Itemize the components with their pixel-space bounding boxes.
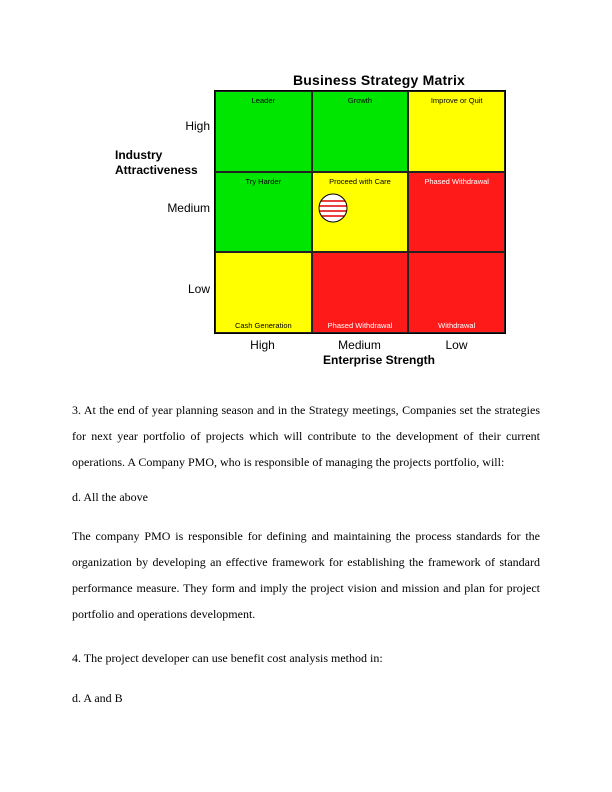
matrix-title: Business Strategy Matrix	[292, 72, 466, 88]
cell-phased-withdrawal-medium	[408, 172, 505, 253]
cell-leader	[215, 91, 312, 172]
row-label-medium: Medium	[167, 201, 210, 215]
striped-circle-icon	[318, 193, 348, 223]
explanation-3: The company PMO is responsible for defining and maintaining the process standards for the organization by developing an effective framework for establishing the framework of standard performance measure. They form and imply the project vision and mission and plan for project portfolio and operations development.	[72, 529, 540, 621]
cell-cash-generation	[215, 252, 312, 333]
cell-improve-or-quit	[408, 91, 505, 172]
cell-label: Proceed with Care	[329, 176, 391, 186]
cell-label: Growth	[347, 96, 373, 105]
col-label-medium: Medium	[338, 338, 381, 352]
cell-label: Phased Withdrawal	[327, 320, 393, 330]
y-axis-title-line2: Attractiveness	[115, 163, 198, 177]
cell-proceed-with-care	[312, 172, 409, 253]
cell-label: Improve or Quit	[430, 96, 483, 105]
y-axis-title-line1: Industry	[115, 148, 163, 162]
cell-label: Withdrawal	[438, 320, 476, 330]
x-axis-title: Enterprise Strength	[322, 353, 436, 367]
cell-label: Try Harder	[245, 176, 282, 186]
cell-label: Phased Withdrawal	[424, 176, 489, 186]
col-label-high: High	[250, 338, 275, 352]
row-label-high: High	[185, 119, 210, 133]
row-label-low: Low	[187, 282, 210, 296]
cell-phased-withdrawal-low	[312, 252, 409, 333]
business-strategy-matrix	[110, 70, 540, 370]
question-3: 3. At the end of year planning season and in the Strategy meetings, Companies set the strategies for next year portfolio of projects which will contribute to the development of their current operations. A Company PMO, who is responsible of managing the projects portfolio, will:	[72, 403, 540, 469]
cell-growth	[312, 91, 409, 172]
cell-label: Cash Generation	[234, 320, 292, 330]
question-4: 4. The project developer can use benefit cost analysis method in:	[72, 651, 383, 665]
cell-try-harder	[215, 172, 312, 253]
cell-withdrawal	[408, 252, 505, 333]
answer-3: d. All the above	[72, 490, 148, 504]
col-label-low: Low	[445, 338, 468, 352]
answer-4: d. A and B	[72, 691, 123, 705]
y-axis-title	[115, 148, 198, 178]
cell-label: Leader	[251, 96, 275, 105]
matrix-grid	[214, 90, 506, 334]
